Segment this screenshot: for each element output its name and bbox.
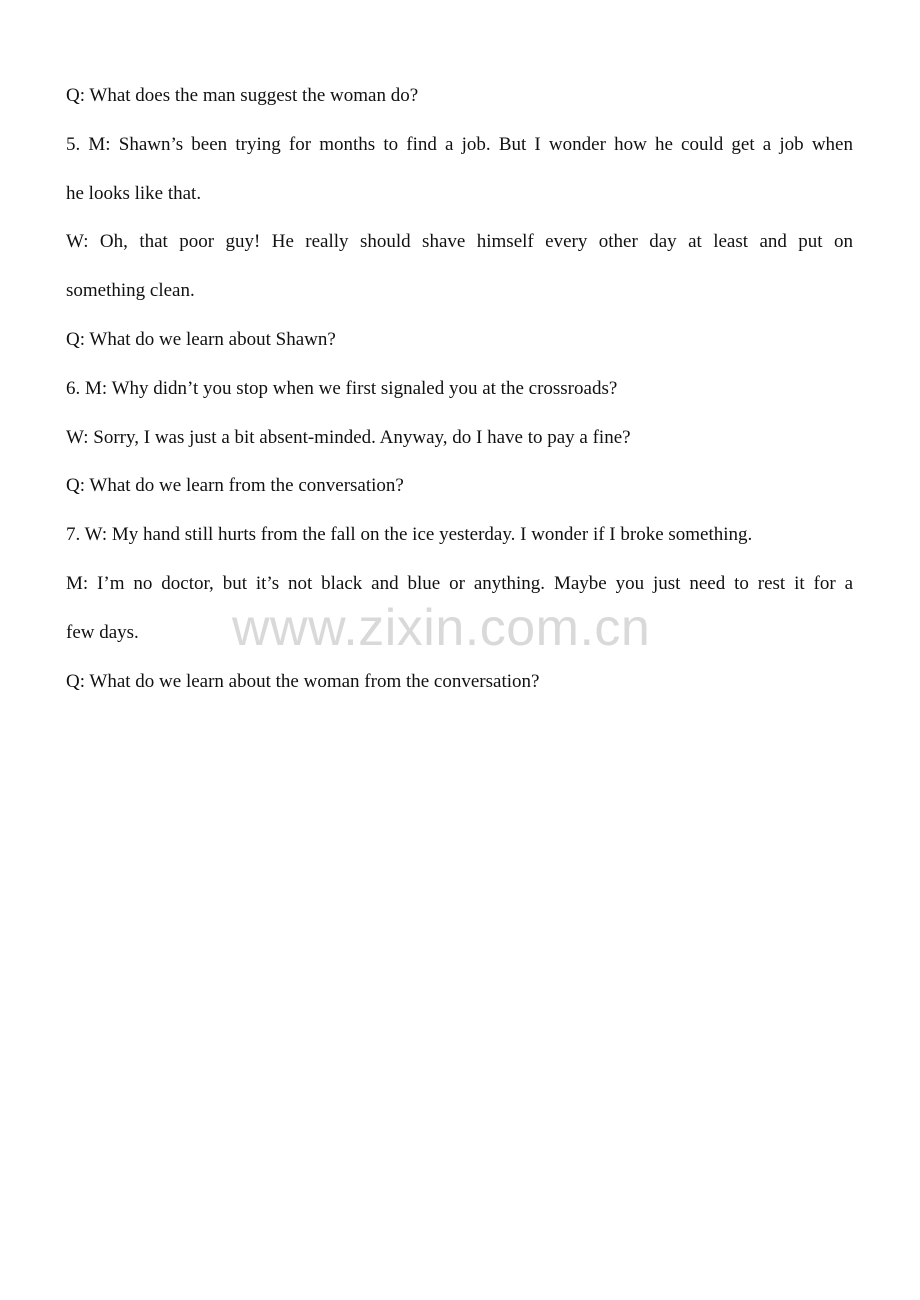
question-line: Q: What do we learn from the conversation? xyxy=(66,475,404,497)
dialogue-line: 7. W: My hand still hurts from the fall on the ice yesterday. I wonder if I broke something. xyxy=(66,524,753,546)
dialogue-line-continuation: something clean. xyxy=(66,280,195,302)
dialogue-line-continuation: few days. xyxy=(66,621,139,643)
question-line: Q: What does the man suggest the woman do? xyxy=(66,85,419,106)
dialogue-line: 6. M: Why didn’t you stop when we first signaled you at the crossroads? xyxy=(66,377,618,399)
dialogue-line: W: Sorry, I was just a bit absent-minded. Anyway, do I have to pay a fine? xyxy=(66,426,631,448)
document-page xyxy=(66,72,853,706)
dialogue-line: M: I’m no doctor, but it’s not black and blue or anything. Maybe you just need to rest it for a xyxy=(66,572,853,594)
dialogue-line: W: Oh, that poor guy! He really should shave himself every other day at least and put on xyxy=(66,231,853,253)
dialogue-line-continuation: he looks like that. xyxy=(66,182,202,204)
dialogue-line: 5. M: Shawn’s been trying for months to find a job. But I wonder how he could get a job when xyxy=(66,133,853,155)
question-line: Q: What do we learn about the woman from the conversation? xyxy=(66,670,540,692)
watermark: www.zixin.com.cn xyxy=(232,599,651,657)
question-line: Q: What do we learn about Shawn? xyxy=(66,328,336,350)
